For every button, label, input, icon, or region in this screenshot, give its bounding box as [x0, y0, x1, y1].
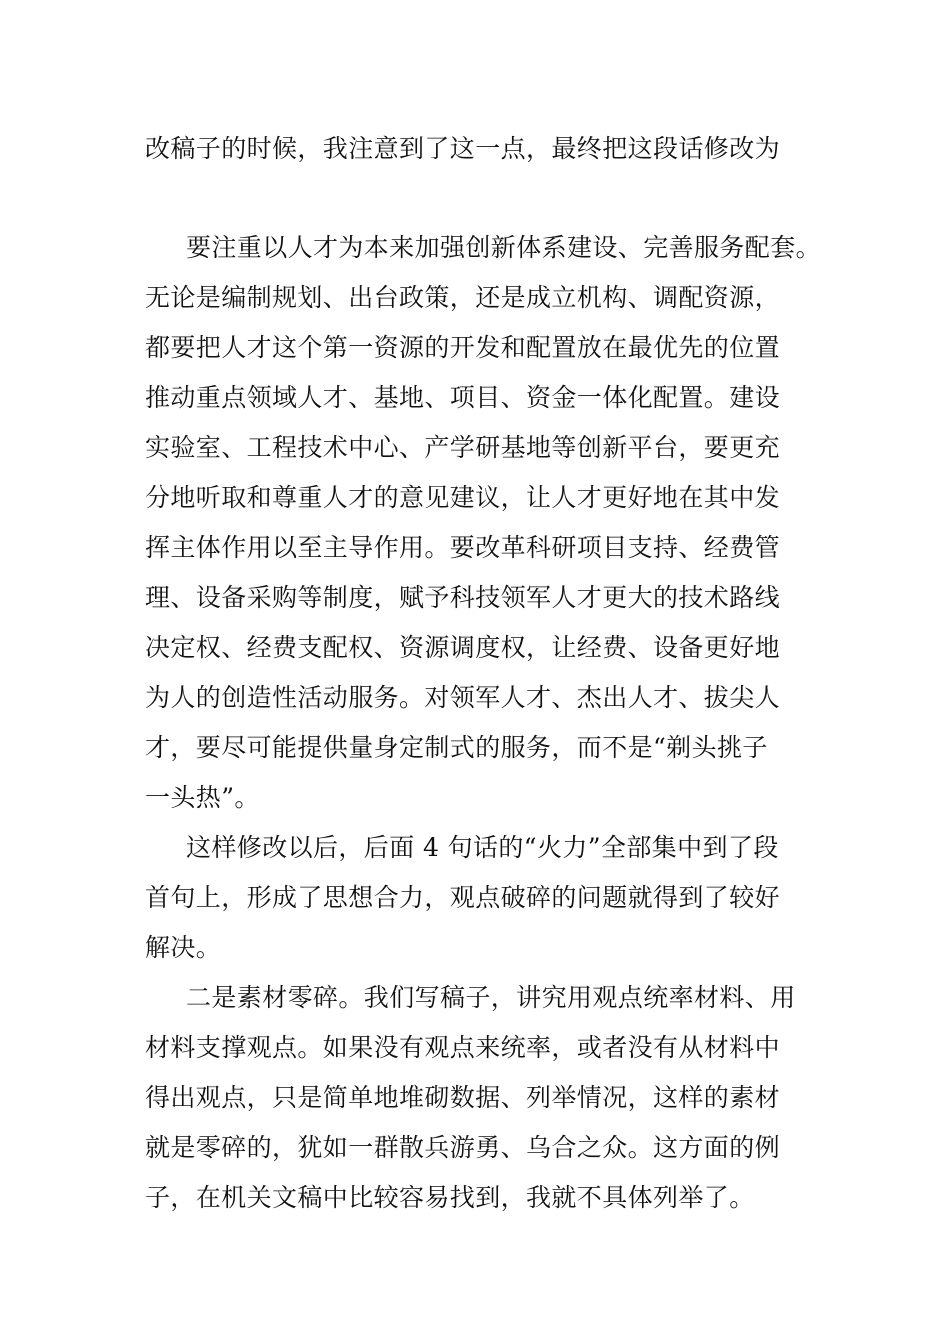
- text-line: 这样修改以后，后面 4 句话的“火力”全部集中到了段: [186, 833, 779, 862]
- text-line: 材料支撑观点。如果没有观点来统率，或者没有从材料中: [145, 1033, 781, 1062]
- text-line: 要注重以人才为本来加强创新体系建设、完善服务配套。: [186, 233, 822, 262]
- text-line: 推动重点领域人才、基地、项目、资金一体化配置。建设: [145, 383, 781, 412]
- text-line: 为人的创造性活动服务。对领军人才、杰出人才、拔尖人: [145, 683, 781, 712]
- text-line: 就是零碎的，犹如一群散兵游勇、乌合之众。这方面的例: [145, 1133, 781, 1162]
- text-line: 无论是编制规划、出台政策，还是成立机构、调配资源，: [145, 283, 781, 312]
- text-line: 才，要尽可能提供量身定制式的服务，而不是“剃头挑子: [145, 733, 768, 762]
- text-line: 首句上，形成了思想合力，观点破碎的问题就得到了较好: [145, 883, 781, 912]
- text-line: 子，在机关文稿中比较容易找到，我就不具体列举了。: [145, 1183, 755, 1212]
- text-line: 一头热”。: [145, 783, 260, 812]
- text-line: 都要把人才这个第一资源的开发和配置放在最优先的位置: [145, 333, 781, 362]
- text-line: 得出观点，只是简单地堆砌数据、列举情况，这样的素材: [145, 1083, 781, 1112]
- text-line: 解决。: [145, 933, 222, 962]
- text-line: 实验室、工程技术中心、产学研基地等创新平台，要更充: [145, 433, 781, 462]
- text-line: 挥主体作用以至主导作用。要改革科研项目支持、经费管: [145, 533, 781, 562]
- text-line: 分地听取和尊重人才的意见建议，让人才更好地在其中发: [145, 483, 781, 512]
- text-line: 决定权、经费支配权、资源调度权，让经费、设备更好地: [145, 633, 781, 662]
- text-line: 理、设备采购等制度，赋予科技领军人才更大的技术路线: [145, 583, 781, 612]
- text-line: 二是素材零碎。我们写稿子，讲究用观点统率材料、用: [186, 983, 796, 1012]
- intro-line: 改稿子的时候，我注意到了这一点，最终把这段话修改为: [145, 134, 781, 163]
